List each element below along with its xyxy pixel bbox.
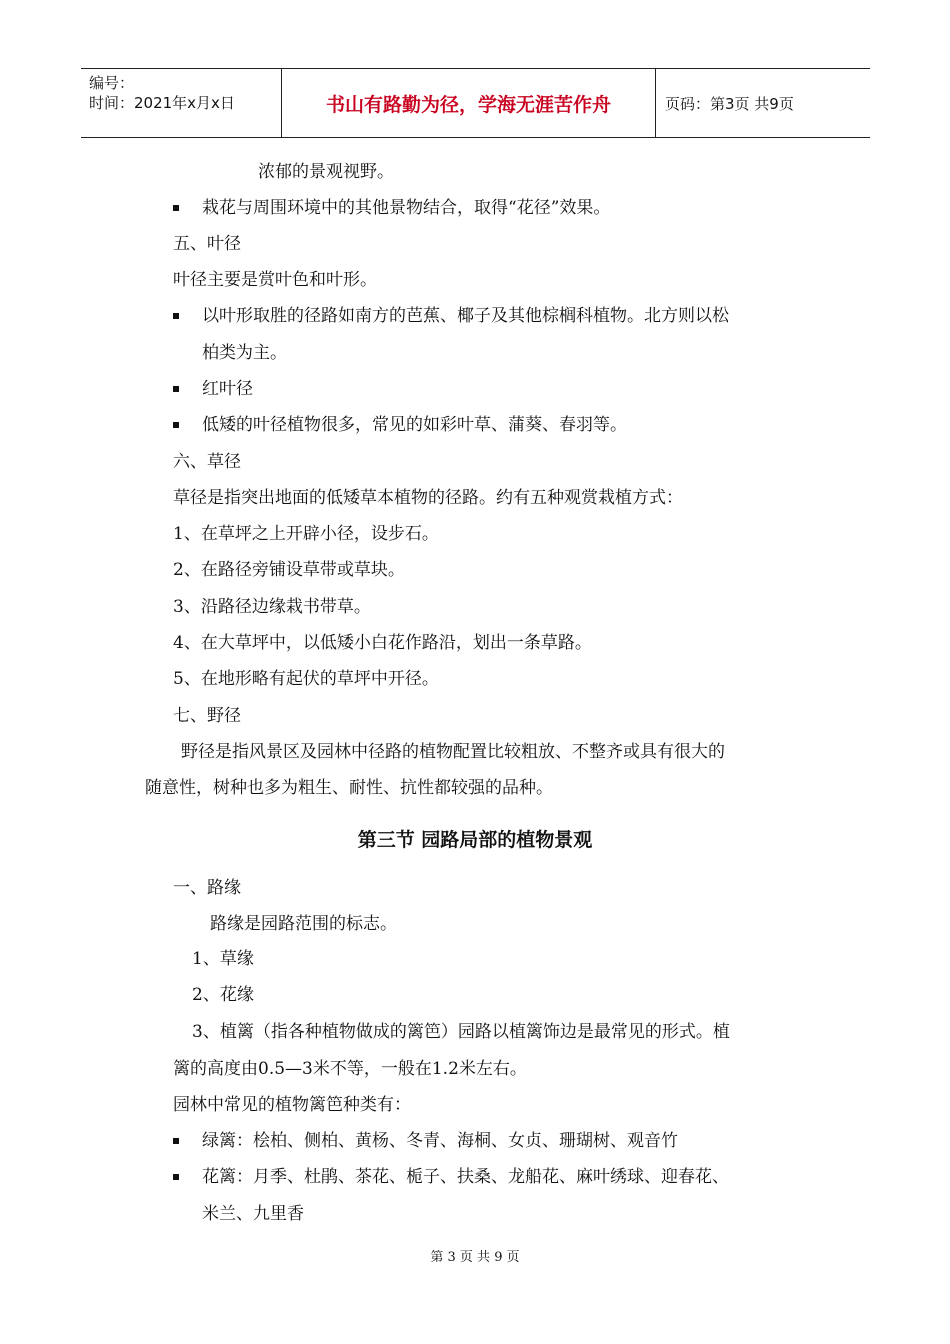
list-item: 2、花缘: [192, 985, 254, 1005]
text-line: 米兰、九里香: [202, 1204, 304, 1224]
subsection-heading: 五、叶径: [173, 234, 241, 254]
list-item: 2、在路径旁铺设草带或草块。: [173, 560, 405, 580]
text-line: 园林中常见的植物篱笆种类有：: [173, 1095, 411, 1115]
bullet-square-icon: [173, 205, 179, 211]
text-line: 浓郁的景观视野。: [258, 162, 394, 182]
bullet-square-icon: [173, 422, 179, 428]
document-number-label: 编号：: [89, 74, 135, 92]
section-title: 第三节 园路局部的植物景观: [357, 829, 593, 851]
bullet-item-text: 栽花与周围环境中的其他景物结合，取得“花径”效果。: [202, 198, 611, 218]
text-line: 篱的高度由0.5—3米不等，一般在1.2米左右。: [173, 1059, 527, 1079]
page-footer: 第 3 页 共 9 页: [430, 1250, 520, 1265]
bullet-item-text: 绿篱：桧柏、侧柏、黄杨、冬青、海桐、女贞、珊瑚树、观音竹: [202, 1131, 678, 1151]
subsection-heading: 七、野径: [173, 706, 241, 726]
list-item: 1、草缘: [192, 949, 254, 969]
document-header: [81, 68, 870, 138]
bullet-square-icon: [173, 313, 179, 319]
bullet-item-text: 红叶径: [202, 379, 253, 399]
bullet-square-icon: [173, 1138, 179, 1144]
list-item: 1、在草坪之上开辟小径，设步石。: [173, 524, 439, 544]
bullet-item-text: 以叶形取胜的径路如南方的芭蕉、椰子及其他棕榈科植物。北方则以松: [202, 306, 729, 326]
subsection-heading: 一、路缘: [173, 878, 241, 898]
subsection-heading: 六、草径: [173, 452, 241, 472]
header-motto: 书山有路勤为径，学海无涯苦作舟: [325, 93, 611, 116]
bullet-square-icon: [173, 386, 179, 392]
document-time-label: 时间：2021年x月x日: [89, 94, 235, 112]
bullet-item-text: 低矮的叶径植物很多，常见的如彩叶草、蒲葵、春羽等。: [202, 415, 627, 435]
text-line: 路缘是园路范围的标志。: [210, 914, 397, 934]
header-motto-cell: [281, 69, 656, 137]
text-line: 野径是指风景区及园林中径路的植物配置比较粗放、不整齐或具有很大的: [181, 742, 725, 762]
bullet-square-icon: [173, 1174, 179, 1180]
list-item: 3、植篱（指各种植物做成的篱笆）园路以植篱饰边是最常见的形式。植: [192, 1022, 730, 1042]
list-item: 3、沿路径边缘栽书带草。: [173, 597, 371, 617]
text-line: 柏类为主。: [202, 343, 287, 363]
header-meta: [81, 69, 281, 141]
text-line: 草径是指突出地面的低矮草本植物的径路。约有五种观赏栽植方式：: [173, 488, 683, 508]
list-item: 5、在地形略有起伏的草坪中开径。: [173, 669, 439, 689]
bullet-item-text: 花篱：月季、杜鹃、茶花、栀子、扶桑、龙船花、麻叶绣球、迎春花、: [202, 1167, 729, 1187]
header-page-info: 页码：第3页 共9页: [665, 94, 794, 113]
list-item: 4、在大草坪中，以低矮小白花作路沿，划出一条草路。: [173, 633, 592, 653]
text-line: 叶径主要是赏叶色和叶形。: [173, 270, 377, 290]
text-line: 随意性，树种也多为粗生、耐性、抗性都较强的品种。: [145, 778, 553, 798]
